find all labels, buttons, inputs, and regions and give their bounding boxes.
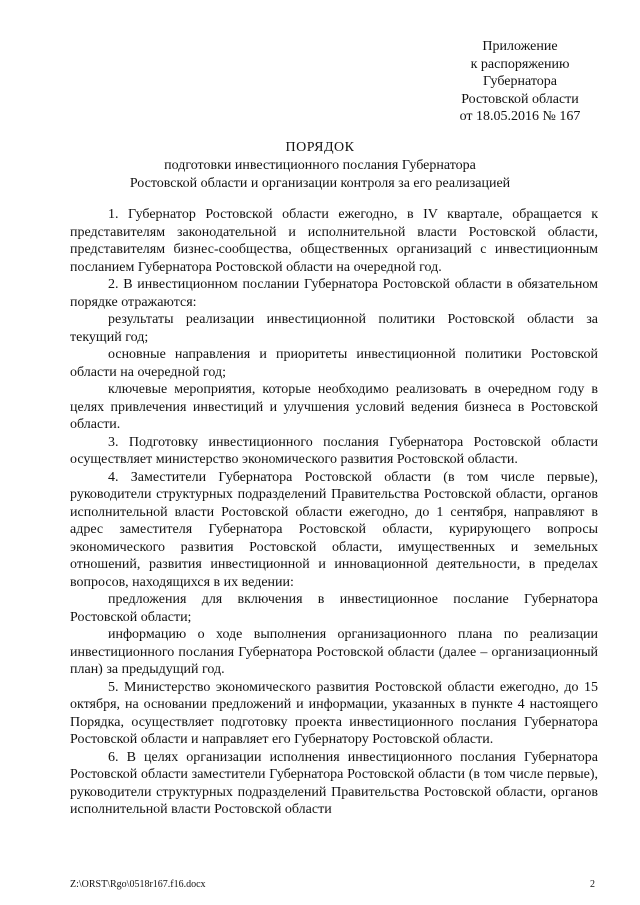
appendix-line: от 18.05.2016 № 167 <box>459 109 581 124</box>
paragraph-6: 6. В целях организации исполнения инвестиционного послания Губернатора Ростовской области заместители Губернатора Ростовской области (в том числе первые), руководители структурных подразделений Правительства Ростовской области, органов исполнительной власти Ростовской области <box>70 749 598 817</box>
paragraph-4: 4. Заместители Губернатора Ростовской области (в том числе первые), руководители структурных подразделений Правительства Ростовской области, органов исполнительной власти Ростовской области ежегодно, до 1 сентября, направляют в адрес заместителя Губернатора Ростовской области, курирующего вопросы экономического развития Ростовской области, имущественных и земельных отношений, развития инвестиционной и инновационной деятельности, в пределах вопросов, находящихся в их ведении: <box>70 469 598 590</box>
paragraph-2-item: ключевые мероприятия, которые необходимо реализовать в очередном году в целях привлечения инвестиций и улучшения условий ведения бизнеса в Ростовской области. <box>70 382 598 432</box>
footer-file-path: Z:\ORST\Rgo\0518r167.f16.docx <box>70 879 206 890</box>
paragraph-2-item: результаты реализации инвестиционной политики Ростовской области за текущий год; <box>70 312 598 345</box>
document-title: ПОРЯДОК <box>285 140 355 155</box>
appendix-line: Ростовской области <box>461 91 579 107</box>
subtitle-line: подготовки инвестиционного послания Губернатора <box>164 158 476 173</box>
subtitle-line: Ростовской области и организации контроля за его реализацией <box>129 175 511 191</box>
paragraph-2-item: основные направления и приоритеты инвестиционной политики Ростовской области на очередной год; <box>70 347 598 380</box>
paragraph-4-item: информацию о ходе выполнения организационного плана по реализации инвестиционного послания Губернатора Ростовской области (далее – организационный план) за предыдущий год. <box>70 627 598 677</box>
appendix-header <box>420 38 620 126</box>
appendix-line: Приложение <box>482 39 558 54</box>
paragraph-1: 1. Губернатор Ростовской области ежегодно, в IV квартале, обращается к представителям законодательной и исполнительной власти Ростовской области, представителям бизнес-сообщества, общественных организаций с инвестиционным посланием Губернатора Ростовской области на очередной год. <box>70 207 598 275</box>
page-number: 2 <box>590 879 595 890</box>
paragraph-2: 2. В инвестиционном послании Губернатора Ростовской области в обязательном порядке отражаются: <box>70 277 598 310</box>
paragraph-5: 5. Министерство экономического развития Ростовской области ежегодно, до 15 октября, на основании предложений и информации, указанных в пункте 4 настоящего Порядка, осуществляет подготовку проекта инвестиционного послания Губернатора Ростовской области и направляет его Губернатору Ростовской области. <box>70 679 598 747</box>
document-body <box>70 206 598 819</box>
appendix-line: Губернатора <box>482 74 558 89</box>
document-subtitle <box>0 157 640 192</box>
paragraph-4-item: предложения для включения в инвестиционное послание Губернатора Ростовской области; <box>70 592 598 625</box>
paragraph-3: 3. Подготовку инвестиционного послания Губернатора Ростовской области осуществляет министерство экономического развития Ростовской области. <box>70 434 598 467</box>
appendix-line: к распоряжению <box>470 56 570 72</box>
